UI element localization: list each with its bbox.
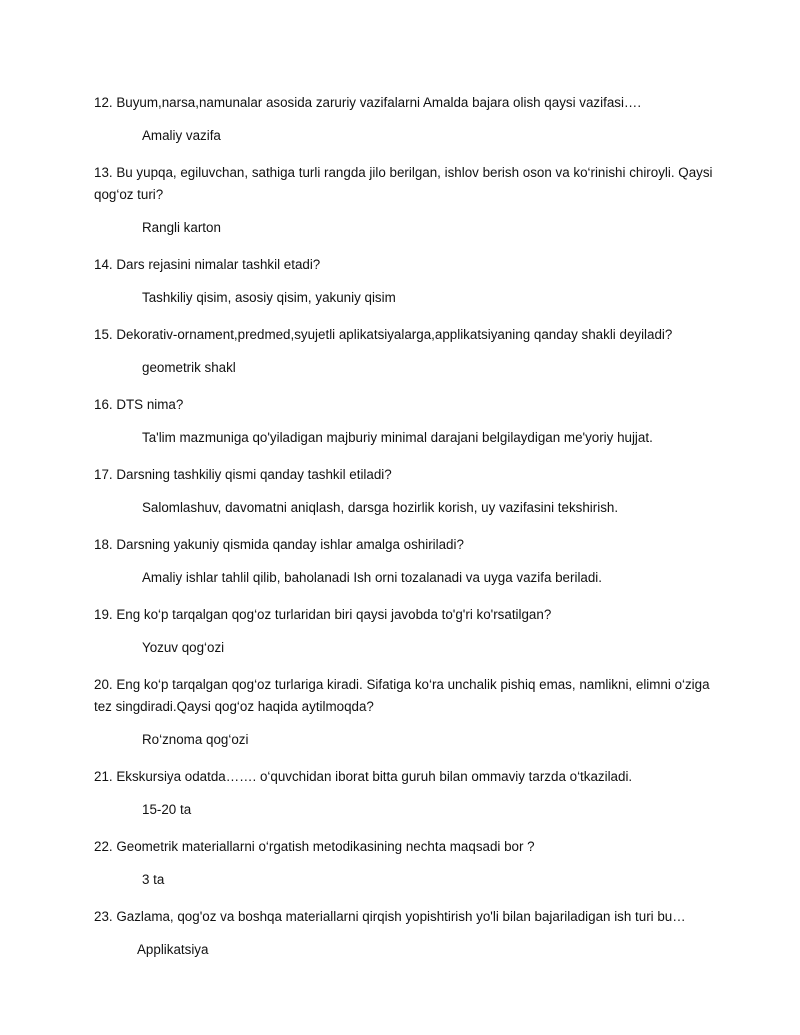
question-text: 15. Dekorativ-ornament,predmed,syujetli aplikatsiyalarga,applikatsiyaning qanday shakli deyiladi?	[94, 327, 673, 342]
question-text: 18. Darsning yakuniy qismida qanday ishlar amalga oshiriladi?	[94, 537, 464, 552]
answer-text: Rangli karton	[142, 220, 221, 235]
question-item	[94, 674, 714, 751]
question-text: 17. Darsning tashkiliy qismi qanday tashkil etiladi?	[94, 467, 392, 482]
question-text: 12. Buyum,narsa,namunalar asosida zaruriy vazifalarni Amalda bajara olish qaysi vazifasi….	[94, 95, 642, 110]
question-item	[94, 836, 714, 891]
answer-text: Applikatsiya	[137, 942, 209, 957]
question-text: 23. Gazlama, qog'oz va boshqa materiallarni qirqish yopishtirish yo'li bilan bajariladigan ish turi bu…	[94, 909, 686, 924]
question-item	[94, 604, 714, 659]
question-item	[94, 254, 714, 309]
answer-text: Ro‘znoma qog‘ozi	[142, 732, 249, 747]
question-text: 14. Dars rejasini nimalar tashkil etadi?	[94, 257, 321, 272]
answer-text: Amaliy vazifa	[142, 128, 221, 143]
answer-text: Ta'lim mazmuniga qo'yiladigan majburiy minimal darajani belgilaydigan me'yoriy hujjat.	[142, 430, 653, 445]
question-item	[94, 92, 714, 147]
question-item	[94, 324, 714, 379]
question-item	[94, 534, 714, 589]
answer-text: Amaliy ishlar tahlil qilib, baholanadi Ish orni tozalanadi va uyga vazifa beriladi.	[142, 570, 603, 585]
question-text: 22. Geometrik materiallarni o‘rgatish metodikasining nechta maqsadi bor ?	[94, 839, 535, 854]
question-item	[94, 394, 714, 449]
question-item	[94, 162, 714, 239]
answer-text: Tashkiliy qisim, asosiy qisim, yakuniy qisim	[142, 290, 396, 305]
answer-text: Yozuv qog‘ozi	[142, 640, 225, 655]
question-text: 21. Ekskursiya odatda……. o‘quvchidan iborat bitta guruh bilan ommaviy tarzda o‘tkaziladi.	[94, 769, 633, 784]
question-list	[94, 92, 714, 976]
question-item	[94, 464, 714, 519]
answer-text: 15-20 ta	[142, 802, 192, 817]
question-text: 19. Eng ko‘p tarqalgan qog‘oz turlaridan biri qaysi javobda to'g'ri ko'rsatilgan?	[94, 607, 552, 622]
question-item	[94, 766, 714, 821]
question-text: 16. DTS nima?	[94, 397, 184, 412]
answer-text: Salomlashuv, davomatni aniqlash, darsga hozirlik korish, uy vazifasini tekshirish.	[142, 500, 619, 515]
question-text: 13. Bu yupqa, egiluvchan, sathiga turli rangda jilo berilgan, ishlov berish oson va ko‘rinishi chiroyli. Qaysi qog‘oz turi?	[94, 165, 713, 202]
answer-text: geometrik shakl	[142, 360, 236, 375]
question-item	[94, 906, 714, 961]
answer-text: 3 ta	[142, 872, 165, 887]
question-text: 20. Eng ko‘p tarqalgan qog‘oz turlariga kiradi. Sifatiga ko‘ra unchalik pishiq emas, namlikni, elimni o‘ziga tez singdiradi.Qaysi qog‘oz haqida aytilmoqda?	[94, 677, 710, 714]
